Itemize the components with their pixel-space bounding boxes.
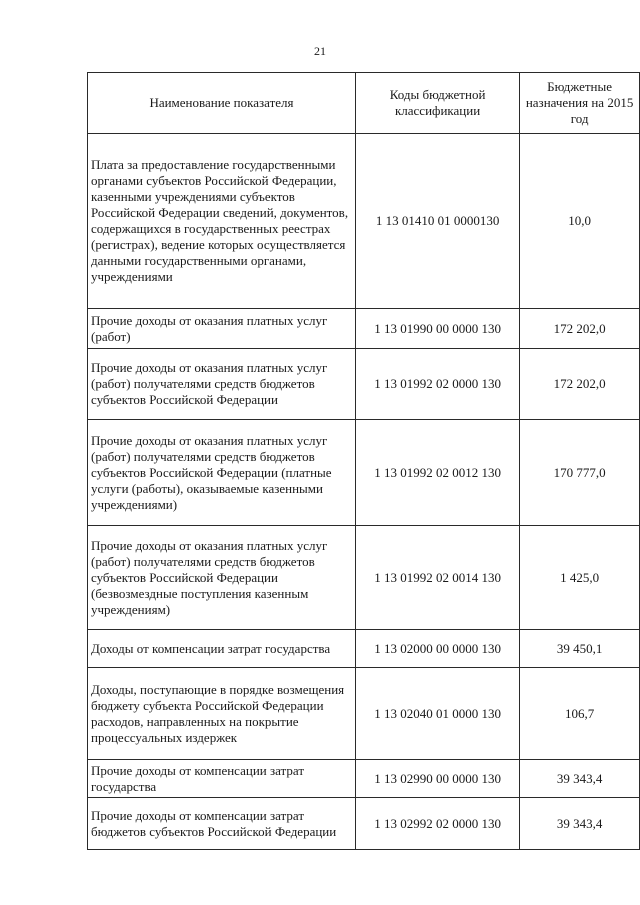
indicator-name-cell: Прочие доходы от оказания платных услуг (работ) — [88, 309, 356, 349]
budget-amount-cell: 10,0 — [520, 134, 640, 309]
table-row — [88, 668, 640, 760]
table-row — [88, 309, 640, 349]
table-row — [88, 134, 640, 309]
budget-code-cell: 1 13 01992 02 0012 130 — [355, 420, 519, 526]
budget-amount-cell: 170 777,0 — [520, 420, 640, 526]
indicator-name-cell: Прочие доходы от оказания платных услуг (работ) получателями средств бюджетов субъектов Российской Федерации (безвозмездные поступления казенным учреждениям) — [88, 526, 356, 630]
budget-amount-cell: 172 202,0 — [520, 309, 640, 349]
indicator-name-cell: Прочие доходы от оказания платных услуг (работ) получателями средств бюджетов субъектов Российской Федерации (платные услуги (работы), оказываемые казенными учреждениями) — [88, 420, 356, 526]
table-row — [88, 526, 640, 630]
table-header — [88, 73, 640, 134]
header-indicator-name: Наименование показателя — [88, 73, 356, 134]
budget-code-cell: 1 13 01990 00 0000 130 — [355, 309, 519, 349]
budget-amount-cell: 39 343,4 — [520, 798, 640, 850]
table-row — [88, 760, 640, 798]
header-budget-code: Коды бюджетной классификации — [355, 73, 519, 134]
budget-amount-cell: 39 450,1 — [520, 630, 640, 668]
table-body — [88, 134, 640, 850]
budget-code-cell: 1 13 01992 02 0014 130 — [355, 526, 519, 630]
budget-code-cell: 1 13 01410 01 0000130 — [355, 134, 519, 309]
table-row — [88, 349, 640, 420]
page-number: 21 — [314, 44, 326, 58]
budget-amount-cell: 39 343,4 — [520, 760, 640, 798]
budget-code-cell: 1 13 01992 02 0000 130 — [355, 349, 519, 420]
indicator-name-cell: Прочие доходы от компенсации затрат бюджетов субъектов Российской Федерации — [88, 798, 356, 850]
budget-amount-cell: 106,7 — [520, 668, 640, 760]
table-row — [88, 630, 640, 668]
indicator-name-cell: Плата за предоставление государственными органами субъектов Российской Федерации, казенными учреждениями субъектов Российской Федерации сведений, документов, содержащихся в государственных реестрах (регистрах), ведение которых осуществляется данными государственными органами, учреждениями — [88, 134, 356, 309]
table-row — [88, 798, 640, 850]
budget-code-cell: 1 13 02990 00 0000 130 — [355, 760, 519, 798]
budget-amount-cell: 1 425,0 — [520, 526, 640, 630]
header-row — [88, 73, 640, 134]
indicator-name-cell: Доходы, поступающие в порядке возмещения бюджету субъекта Российской Федерации расходов, направленных на покрытие процессуальных издержек — [88, 668, 356, 760]
budget-code-cell: 1 13 02000 00 0000 130 — [355, 630, 519, 668]
indicator-name-cell: Доходы от компенсации затрат государства — [88, 630, 356, 668]
budget-code-cell: 1 13 02040 01 0000 130 — [355, 668, 519, 760]
indicator-name-cell: Прочие доходы от компенсации затрат государства — [88, 760, 356, 798]
header-budget-amount: Бюджетные назначения на 2015 год — [520, 73, 640, 134]
budget-amount-cell: 172 202,0 — [520, 349, 640, 420]
budget-revenue-table — [87, 72, 640, 850]
table-row — [88, 420, 640, 526]
budget-code-cell: 1 13 02992 02 0000 130 — [355, 798, 519, 850]
indicator-name-cell: Прочие доходы от оказания платных услуг (работ) получателями средств бюджетов субъектов Российской Федерации — [88, 349, 356, 420]
